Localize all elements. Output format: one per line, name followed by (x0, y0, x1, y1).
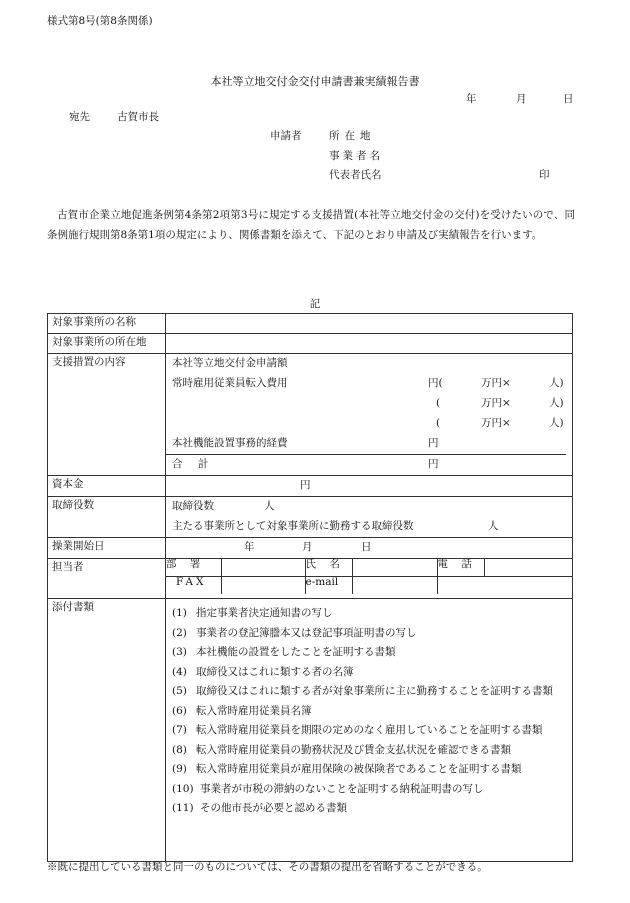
fax-value[interactable] (221, 577, 305, 595)
footnote: ※既に提出している書類と同一のものについては、その書類の提出を省略することができる。 (47, 861, 488, 873)
list-item: (11) その他市長が必要と認める書類 (172, 802, 347, 814)
phone-value[interactable] (484, 559, 572, 577)
capital-label: 資本金 (48, 476, 166, 497)
total-yen: 円 (428, 458, 439, 470)
addressee-label: 宛先 (69, 111, 90, 123)
office-name-value[interactable] (166, 314, 573, 334)
office-name-row (48, 314, 573, 334)
hq-cost-yen: 円 (428, 437, 439, 449)
list-item: (7) 転入常時雇用従業員を期限の定めのなく雇用していることを証明する書類 (172, 724, 543, 736)
total-row (166, 455, 572, 475)
paren-open: ( (436, 417, 441, 429)
email-value[interactable] (352, 577, 437, 595)
contact-label: 担当者 (48, 559, 166, 599)
directors-person-unit: 人 (264, 500, 275, 512)
start-year-label: 年 (244, 541, 255, 553)
name-label: 氏 名 (305, 559, 352, 577)
attachments-list (166, 599, 572, 819)
list-item: (1) 指定事業者決定通知書の写し (172, 607, 333, 619)
capital-row (48, 476, 573, 497)
attachments-content (166, 599, 573, 862)
support-content (166, 354, 573, 476)
address-field-label: 所在地 (329, 130, 376, 142)
total-label: 合 計 (172, 458, 215, 470)
start-date-value[interactable] (166, 538, 573, 559)
relocation-yen-open: 円( (428, 377, 443, 389)
support-application-row (166, 354, 572, 374)
contact-blank (437, 577, 572, 595)
list-item: (9) 転入常時雇用従業員が雇用保険の被保険者であることを証明する書類 (172, 763, 522, 775)
directors-label: 取締役数 (48, 497, 166, 538)
application-form-table (47, 313, 573, 862)
representative-field-label: 代表者氏名 (329, 169, 382, 181)
directors-main-label: 主たる事業所として対象事業所に勤務する取締役数 (172, 520, 414, 532)
seal-mark: 印 (539, 169, 550, 181)
capital-yen: 円 (300, 479, 311, 491)
document-title: 本社等立地交付金交付申請書兼実績報告書 (210, 75, 420, 88)
start-date-row (48, 538, 573, 559)
hq-cost-row (166, 434, 566, 455)
man-yen-x-label: 万円× (481, 417, 511, 429)
application-statement: 古賀市企業立地促進条例第4条第2項第3号に規定する支援措置(本社等立地交付金の交付)を受けたいので、同条例施行規則第8条第1項の規定により、関係書類を添えて、下記のとおり申請及び実績報告を行います。 (47, 209, 575, 241)
email-label: e-mail (305, 577, 352, 595)
department-value[interactable] (221, 559, 305, 577)
relocation-cost-row-3 (166, 414, 572, 434)
start-day-label: 日 (361, 541, 372, 553)
contact-content (166, 559, 573, 599)
attachments-row (48, 599, 573, 862)
list-item: (2) 事業者の登記簿謄本又は登記事項証明書の写し (172, 626, 417, 639)
list-item: (4) 取締役又はこれに類する者の名簿 (172, 665, 354, 678)
list-item: (6) 転入常時雇用従業員名簿 (172, 704, 312, 717)
date-year-label: 年 (466, 93, 477, 105)
contact-subtable (166, 559, 572, 594)
date-day-label: 日 (563, 93, 574, 105)
man-yen-x-label: 万円× (481, 377, 511, 389)
relocation-cost-row-2 (166, 394, 572, 414)
start-date-label: 操業開始日 (48, 538, 166, 559)
person-close-label: 人) (549, 417, 564, 429)
list-item: (3) 本社機能の設置をしたことを証明する書類 (172, 646, 396, 658)
business-name-field-label: 事業者名 (329, 150, 383, 162)
relocation-cost-label: 常時雇用従業員転入費用 (172, 377, 288, 389)
attachments-label: 添付書類 (48, 599, 166, 862)
support-label: 支援措置の内容 (48, 354, 166, 476)
hq-cost-label: 本社機能設置事務的経費 (172, 437, 288, 449)
application-amount-label: 本社等立地交付金申請額 (172, 357, 288, 369)
start-month-label: 月 (302, 541, 313, 553)
fax-label: FAX (166, 577, 221, 595)
directors-main-person-unit: 人 (488, 520, 499, 532)
office-location-value[interactable] (166, 334, 573, 354)
applicant-label: 申請者 (270, 130, 302, 142)
directors-count-label: 取締役数 (172, 500, 214, 512)
list-item: (5) 取締役又はこれに類する者が対象事業所に主に勤務することを証明する書類 (172, 685, 553, 697)
office-name-label: 対象事業所の名称 (48, 314, 166, 334)
department-label: 部 署 (166, 559, 221, 577)
paren-open: ( (436, 397, 441, 409)
relocation-cost-row (166, 374, 572, 394)
man-yen-x-label: 万円× (481, 397, 511, 409)
office-location-label: 対象事業所の所在地 (48, 334, 166, 354)
list-item: (8) 転入常時雇用従業員の勤務状況及び賃金支払状況を確認できる書類 (172, 743, 511, 756)
person-close-label: 人) (549, 377, 564, 389)
person-close-label: 人) (549, 397, 564, 409)
support-row (48, 354, 573, 476)
phone-label: 電 話 (437, 559, 484, 577)
name-value[interactable] (352, 559, 437, 577)
date-month-label: 月 (516, 93, 527, 105)
office-location-row (48, 334, 573, 354)
contact-row (48, 559, 573, 599)
list-item: (10) 事業者が市税の滞納のないことを証明する納税証明書の写し (172, 782, 484, 795)
form-number: 様式第8号(第8条関係) (47, 15, 153, 27)
directors-content (166, 497, 573, 538)
addressee: 古賀市長 (117, 111, 159, 123)
directors-row (48, 497, 573, 538)
capital-value[interactable] (166, 476, 573, 497)
ki-heading: 記 (309, 298, 321, 310)
